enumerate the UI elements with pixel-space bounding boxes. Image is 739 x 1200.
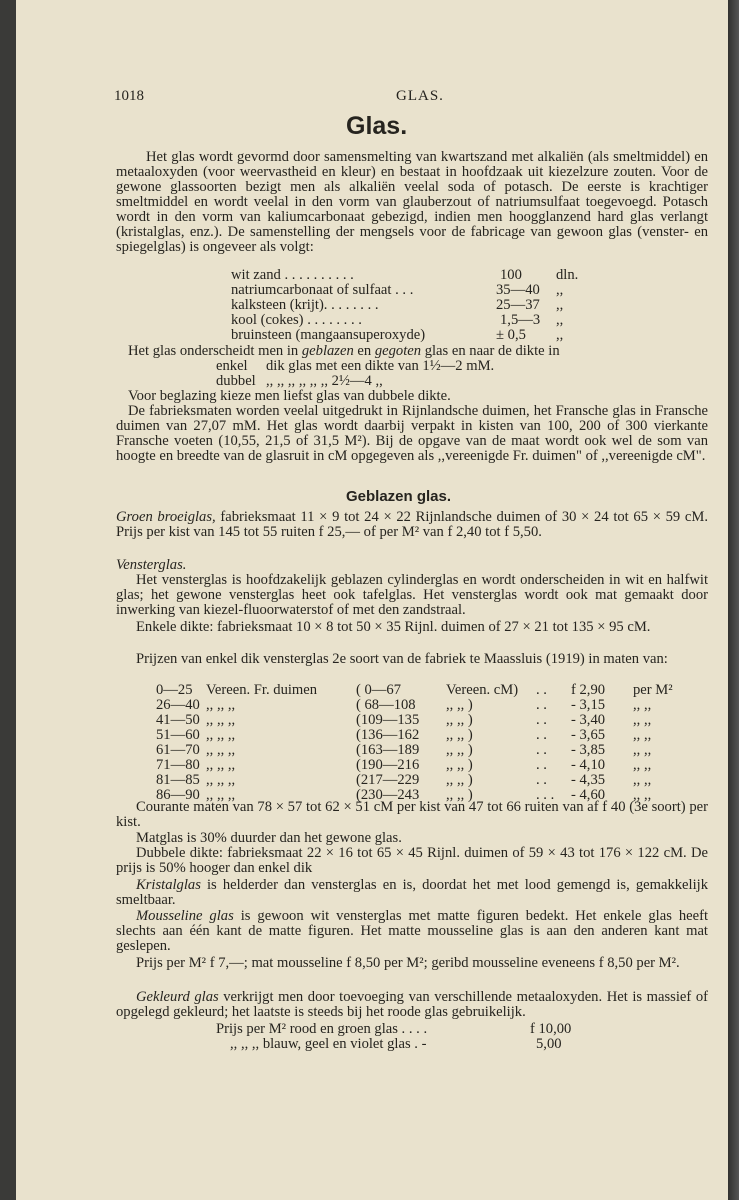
vensterglas-paragraph: Het vensterglas is hoofdzakelijk geblazen cylinderglas en wordt onderscheiden in wit en halfwit glas; het gewone vensterglas heet ook tafelglas. Het vensterglas wordt ook mat gemaakt door inwerking van kiezel-fluoorwaterstof of met den zandstraal. [116, 572, 708, 618]
prices-intro: Prijzen van enkel dik vensterglas 2e soort van de fabriek te Maassluis (1919) in maten van: [136, 651, 668, 667]
price-cell-unit: ,, ,, ,, [206, 697, 236, 713]
price-cell-cm: ( 68—108 [356, 697, 416, 713]
gekleurd-price-value: f 10,00 [530, 1021, 572, 1037]
book-page [16, 0, 728, 1200]
price-cell-price: - 4,10 [571, 757, 606, 773]
gekleurd-price-value: 5,00 [536, 1036, 562, 1052]
price-cell-per: ,, ,, [633, 712, 652, 728]
price-cell-range: 26—40 [156, 697, 200, 713]
factory-paragraph: De fabrieksmaten worden veelal uitgedrukt in Rijnlandsche duimen, het Fransche glas in Fransche duimen van 27,07 mM. Het glas wordt daarbij verpakt in kisten van 100, 200 of 300 vierkante Fransche voeten (10,55, 21,5 of 31,5 M²). Bij de opgave van de maat wordt ook wel de som van hoogte en breedte van de glasruit in cM opgegeven als ,,vereenigde Fr. duimen" of ,,vereenigde cM". [116, 403, 708, 464]
thickness-label: enkel [216, 358, 248, 374]
intro-paragraph: Het glas wordt gevormd door samensmelting van kwartszand met alkaliën (als smeltmiddel) en metaaloxyden (voor weervastheid en kleur) en bestaat in hoofdzaak uit kiezelzure zouten. Voor de gewone glassoorten bezigt men als alkaliën veelal soda of potasch. De eerste is krachtiger smeltmiddel en wordt veelal in den vorm van glauberzout of natriumsulfaat toegevoegd. Potasch wordt in den vorm van kaliumcarbonaat gebezigd, indien men hoogglanzend hard glas verlangt (kristalglas, enz.). De samenstelling der mengsels voor de fabricage van gewoon glas (venster- en spiegelglas) is ongeveer als volgt: [116, 149, 708, 255]
price-cell-unit: ,, ,, ,, [206, 772, 236, 788]
price-cell-cm: (109—135 [356, 712, 420, 728]
price-cell-range: 41—50 [156, 712, 200, 728]
page-number: 1018 [114, 88, 144, 104]
price-cell-price: - 3,15 [571, 697, 606, 713]
price-cell-unit: Vereen. Fr. duimen [206, 682, 318, 698]
kristal-paragraph: Kristalglas is helderder dan vensterglas en is, doordat het met lood gemengd is, gemakkelijk smeltbaar. [116, 877, 708, 908]
gekleurd-price-label: Prijs per M² rood en groen glas . . . . [216, 1021, 428, 1037]
price-cell-unit: ,, ,, ,, [206, 787, 236, 803]
price-cell-price: - 4,60 [571, 787, 606, 803]
price-cell-range: 86—90 [156, 787, 200, 803]
composition-name: natriumcarbonaat of sulfaat . . . [231, 282, 414, 298]
price-cell-price: f 2,90 [571, 682, 606, 698]
price-cell-dots: . . [536, 727, 547, 743]
price-cell-per: per M² [633, 682, 673, 698]
thickness-label: dubbel [216, 373, 256, 389]
composition-unit: ,, [556, 327, 564, 343]
composition-name: kool (cokes) . . . . . . . . [231, 312, 362, 328]
composition-unit: ,, [556, 297, 564, 313]
price-cell-cm: (190—216 [356, 757, 420, 773]
mousseline-paragraph: Mousseline glas is gewoon wit vensterglas met matte figuren bedekt. Het enkele glas heeft slechts aan één kant de matte figuren. Het matte mousseline glas is aan den anderen kant mat geslepen. [116, 908, 708, 954]
price-cell-cm-unit: ,, ,, ) [446, 727, 473, 743]
vensterglas-label: Vensterglas. [116, 557, 187, 573]
gekleurd-label: Gekleurd glas [136, 989, 219, 1005]
price-cell-cm-unit: ,, ,, ) [446, 757, 473, 773]
price-cell-dots: . . [536, 757, 547, 773]
composition-value: 100 [500, 267, 522, 283]
composition-value: 1,5—3 [500, 312, 541, 328]
price-cell-cm-unit: ,, ,, ) [446, 697, 473, 713]
price-cell-dots: . . [536, 712, 547, 728]
composition-value: 35—40 [496, 282, 540, 298]
price-cell-price: - 3,40 [571, 712, 606, 728]
composition-name: wit zand . . . . . . . . . . [231, 267, 354, 283]
price-cell-dots: . . . [536, 787, 555, 803]
composition-unit: ,, [556, 312, 564, 328]
mousseline-prices: Prijs per M² f 7,—; mat mousseline f 8,50 per M²; geribd mousseline eveneens f 8,50 per M². [136, 955, 680, 971]
price-cell-range: 51—60 [156, 727, 200, 743]
price-cell-range: 81—85 [156, 772, 200, 788]
cast-term: gegoten [374, 343, 422, 359]
price-cell-range: 61—70 [156, 742, 200, 758]
composition-name: bruinsteen (mangaansuperoxyde) [231, 327, 426, 343]
price-cell-per: ,, ,, [633, 772, 652, 788]
price-cell-cm: ( 0—67 [356, 682, 401, 698]
price-cell-per: ,, ,, [633, 757, 652, 773]
price-cell-price: - 4,35 [571, 772, 606, 788]
composition-unit: ,, [556, 282, 564, 298]
price-cell-per: ,, ,, [633, 697, 652, 713]
price-cell-cm: (163—189 [356, 742, 420, 758]
price-cell-unit: ,, ,, ,, [206, 742, 236, 758]
price-cell-dots: . . [536, 772, 547, 788]
price-cell-dots: . . [536, 682, 547, 698]
matglas-line: Matglas is 30% duurder dan het gewone glas. [136, 830, 402, 846]
price-cell-price: - 3,85 [571, 742, 606, 758]
courante-paragraph: Courante maten van 78 × 57 tot 62 × 51 cM per kist van 47 tot 66 ruiten van af f 40 (3e soort) per kist. [116, 799, 708, 830]
price-cell-per: ,, ,, [633, 727, 652, 743]
price-cell-cm: (136—162 [356, 727, 420, 743]
price-cell-unit: ,, ,, ,, [206, 712, 236, 728]
price-cell-cm-unit: ,, ,, ) [446, 742, 473, 758]
mousseline-label: Mousseline glas [136, 908, 234, 924]
blown-heading: Geblazen glas. [346, 488, 452, 505]
price-cell-unit: ,, ,, ,, [206, 727, 236, 743]
running-head: GLAS. [396, 88, 444, 104]
gekleurd-price-label: ,, ,, ,, blauw, geel en violet glas . - [230, 1036, 427, 1052]
distinction-line: Het glas onderscheidt men in geblazen en gegoten glas en naar de dikte in [128, 343, 560, 359]
groen-paragraph: Groen broeiglas, fabrieksmaat 11 × 9 tot 24 × 22 Rijnlandsche duimen of 30 × 24 tot 65 × 59 cM. Prijs per kist van 145 tot 55 ruiten f 25,— of per M² van f 2,40 tot f 5,50. [116, 509, 709, 540]
price-cell-cm: (230—243 [356, 787, 420, 803]
price-cell-cm-unit: ,, ,, ) [446, 712, 473, 728]
price-cell-cm: (217—229 [356, 772, 420, 788]
kristal-label: Kristalglas [136, 877, 201, 893]
price-cell-price: - 3,65 [571, 727, 606, 743]
price-cell-cm-unit: Vereen. cM) [446, 682, 519, 698]
dubbele-dikte-paragraph: Dubbele dikte: fabrieksmaat 22 × 16 tot 65 × 45 Rijnl. duimen of 59 × 43 tot 176 × 122 cM. De prijs is 50% hooger dan enkel dik [116, 845, 708, 876]
enkele-dikte-paragraph: Enkele dikte: fabrieksmaat 10 × 8 tot 50 × 35 Rijnl. duimen of 27 × 21 tot 135 × 95 cM. [136, 619, 651, 635]
blown-term: geblazen [301, 343, 354, 359]
composition-value: 25—37 [496, 297, 540, 313]
thickness-text: ,, ,, ,, ,, ,, ,, 2½—4 ,, [266, 373, 383, 389]
price-cell-per: ,, ,, [633, 787, 652, 803]
price-cell-per: ,, ,, [633, 742, 652, 758]
price-cell-range: 71—80 [156, 757, 200, 773]
price-cell-unit: ,, ,, ,, [206, 757, 236, 773]
price-cell-range: 0—25 [156, 682, 193, 698]
composition-name: kalksteen (krijt). . . . . . . . [231, 297, 379, 313]
price-cell-cm-unit: ,, ,, ) [446, 772, 473, 788]
glazing-line: Voor beglazing kieze men liefst glas van dubbele dikte. [128, 388, 451, 404]
price-cell-dots: . . [536, 742, 547, 758]
price-cell-dots: . . [536, 697, 547, 713]
price-cell-cm-unit: ,, ,, ) [446, 787, 473, 803]
composition-value: ± 0,5 [496, 327, 526, 343]
gekleurd-paragraph: Gekleurd glas verkrijgt men door toevoeging van verschillende metaaloxyden. Het is massief of opgelegd gekleurd; het laatste is steeds bij het roode glas gebruikelijk. [116, 989, 708, 1020]
groen-label: Groen broeiglas, [116, 509, 216, 525]
page-title: Glas. [346, 112, 408, 140]
thickness-text: dik glas met een dikte van 1½—2 mM. [266, 358, 495, 374]
composition-unit: dln. [556, 267, 579, 283]
